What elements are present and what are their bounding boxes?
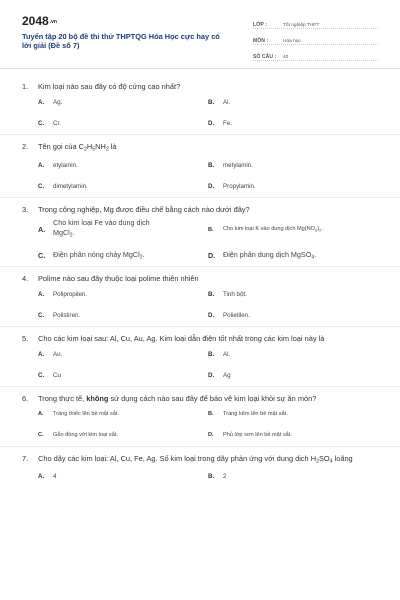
option-letter: A. (38, 161, 45, 169)
option-d[interactable] (208, 365, 378, 386)
option-text: Au. (53, 350, 63, 358)
site-logo[interactable] (22, 14, 57, 28)
question-1 (0, 75, 400, 135)
option-d[interactable] (208, 425, 378, 446)
option-letter: D. (208, 311, 215, 319)
option-text: Polipropilen. (53, 290, 88, 298)
option-text: Tráng kẽm lên bề mặt sắt. (223, 411, 288, 417)
meta-label: MÔN : (253, 38, 269, 44)
option-text: Cho kim loại K vào dung dịch $Mg(NO_3)_2$. (223, 226, 323, 233)
option-text: Phủ lớp sơn lên bề mặt sắt. (223, 432, 292, 438)
option-c[interactable] (38, 425, 208, 446)
option-text: Điện phân nóng chảy MgCl$_2$. (53, 249, 145, 261)
option-grid (22, 344, 378, 386)
option-letter: A. (38, 350, 45, 358)
option-b[interactable] (208, 344, 378, 365)
option-text: 2 (223, 473, 227, 480)
option-c[interactable] (38, 245, 208, 266)
option-b[interactable] (208, 404, 378, 425)
logo-text: 2048 (22, 14, 49, 28)
option-letter: D. (208, 182, 215, 190)
document-title: Tuyển tập 20 bộ đề thi thử THPTQG Hóa Học cực hay có lời giải (Đề số 7) (22, 32, 220, 50)
option-text: Al. (223, 350, 231, 358)
option-grid (22, 466, 378, 487)
question-text: Kim loại nào sau đây có độ cứng cao nhất? (38, 82, 181, 91)
option-letter: D. (208, 371, 215, 379)
option-letter: D. (208, 250, 216, 260)
question-5 (0, 327, 400, 387)
option-text: Al. (223, 99, 231, 106)
option-text: Polistiren. (53, 311, 81, 319)
question-text: Tên gọi của $C_2H_5NH_2$ là (38, 142, 117, 153)
question-6 (0, 387, 400, 447)
question-stem (22, 75, 378, 92)
question-stem (22, 135, 378, 155)
option-letter: B. (208, 226, 214, 233)
option-b[interactable] (208, 284, 378, 305)
option-letter: B. (208, 473, 215, 480)
option-letter: B. (208, 411, 214, 417)
option-text: Ag (223, 371, 231, 379)
option-letter: C. (38, 432, 44, 438)
option-b[interactable] (208, 92, 378, 113)
question-text: Polime nào sau đây thuộc loại polime thiên nhiên (38, 273, 199, 283)
option-letter: B. (208, 350, 215, 358)
question-number: 6. (22, 393, 29, 403)
option-text: Propylamin. (223, 182, 256, 190)
meta-row-count (253, 47, 378, 61)
option-text: etylamin. (53, 161, 78, 169)
meta-label: SỐ CÂU : (253, 54, 277, 60)
option-b[interactable] (208, 215, 378, 245)
option-d[interactable] (208, 113, 378, 134)
option-a[interactable] (38, 344, 208, 365)
option-letter: B. (208, 99, 215, 106)
option-letter: C. (38, 182, 45, 190)
option-text: metylamin. (223, 161, 253, 169)
option-text: Tinh bột. (223, 290, 247, 298)
option-text: 4 (53, 473, 57, 480)
option-grid (22, 404, 378, 446)
option-letter: C. (38, 371, 45, 379)
option-letter: B. (208, 161, 215, 169)
logo-suffix: .vn (49, 18, 57, 25)
option-a[interactable] (38, 404, 208, 425)
option-grid (22, 284, 378, 326)
option-grid (22, 215, 378, 266)
option-b[interactable] (208, 466, 378, 487)
question-stem (22, 327, 378, 344)
option-d[interactable] (208, 176, 378, 197)
question-list (0, 75, 400, 487)
page-header (0, 0, 400, 62)
question-3 (0, 198, 400, 267)
question-4 (0, 267, 400, 327)
meta-value: 40 (283, 55, 289, 60)
option-letter: A. (38, 290, 45, 298)
option-text: Cho kim loại Fe vào dung dịch MgCl$_2$. (53, 218, 150, 239)
option-letter: D. (208, 432, 214, 438)
option-text: Ag. (53, 99, 63, 106)
question-text: Trong thực tế, không sử dụng cách nào sau đây để bảo vệ kim loại khỏi sự ăn mòn? (38, 393, 317, 403)
question-number: 3. (22, 204, 29, 214)
question-number: 1. (22, 82, 29, 91)
option-grid (22, 92, 378, 134)
question-number: 7. (22, 453, 29, 463)
option-text: Điện phân dung dịch MgSO$_4$. (223, 249, 317, 261)
option-c[interactable] (38, 305, 208, 326)
option-c[interactable] (38, 113, 208, 134)
option-text: Polietilen. (223, 311, 250, 319)
option-letter: C. (38, 311, 45, 319)
meta-label: LỚP : (253, 22, 268, 28)
question-number: 5. (22, 333, 29, 343)
question-stem (22, 198, 378, 215)
option-letter: D. (208, 120, 215, 127)
option-c[interactable] (38, 176, 208, 197)
option-text: dimetylamin. (53, 182, 88, 190)
option-a[interactable] (38, 92, 208, 113)
exam-meta (253, 15, 378, 63)
option-letter: A. (38, 411, 44, 417)
option-letter: C. (38, 250, 46, 260)
option-grid (22, 155, 378, 197)
option-a[interactable] (38, 466, 208, 487)
option-text: Gắn đồng với kim loại sắt. (53, 432, 118, 438)
option-text: Tráng thiếc lên bề mặt sắt. (53, 411, 120, 417)
option-a[interactable] (38, 284, 208, 305)
question-stem (22, 267, 378, 284)
option-letter: A. (38, 225, 46, 234)
question-2 (0, 135, 400, 198)
option-c[interactable] (38, 365, 208, 386)
question-7 (0, 447, 400, 488)
question-stem (22, 387, 378, 404)
option-text: Cr. (53, 120, 61, 127)
meta-row-subject (253, 31, 378, 45)
question-number: 2. (22, 142, 29, 151)
meta-row-class (253, 15, 378, 29)
option-letter: C. (38, 120, 45, 127)
option-text: Cu (53, 371, 61, 379)
meta-value: Tốt nghiệp THPT (283, 23, 320, 28)
option-letter: A. (38, 473, 45, 480)
option-letter: A. (38, 99, 45, 106)
meta-value: Hóa học (283, 39, 301, 44)
option-a[interactable] (38, 155, 208, 176)
header-divider (0, 68, 400, 69)
question-stem (22, 447, 378, 467)
option-text: Fe. (223, 120, 232, 127)
option-b[interactable] (208, 155, 378, 176)
option-d[interactable] (208, 305, 378, 326)
option-a[interactable] (38, 215, 208, 245)
question-text: Trong công nghiệp, Mg được điều chế bằng cách nào dưới đây? (38, 204, 250, 214)
option-letter: B. (208, 290, 215, 298)
question-number: 4. (22, 273, 29, 283)
question-text: Cho các kim loại sau: Al, Cu, Au, Ag. Kim loại dẫn điện tốt nhất trong các kim loại này là (38, 333, 325, 343)
question-text: Cho dãy các kim loại: Al, Cu, Fe, Ag. Số kim loại trong dãy phản ứng với dung dịch $H_2SO_4$ loãng (38, 453, 353, 464)
option-d[interactable] (208, 245, 378, 266)
